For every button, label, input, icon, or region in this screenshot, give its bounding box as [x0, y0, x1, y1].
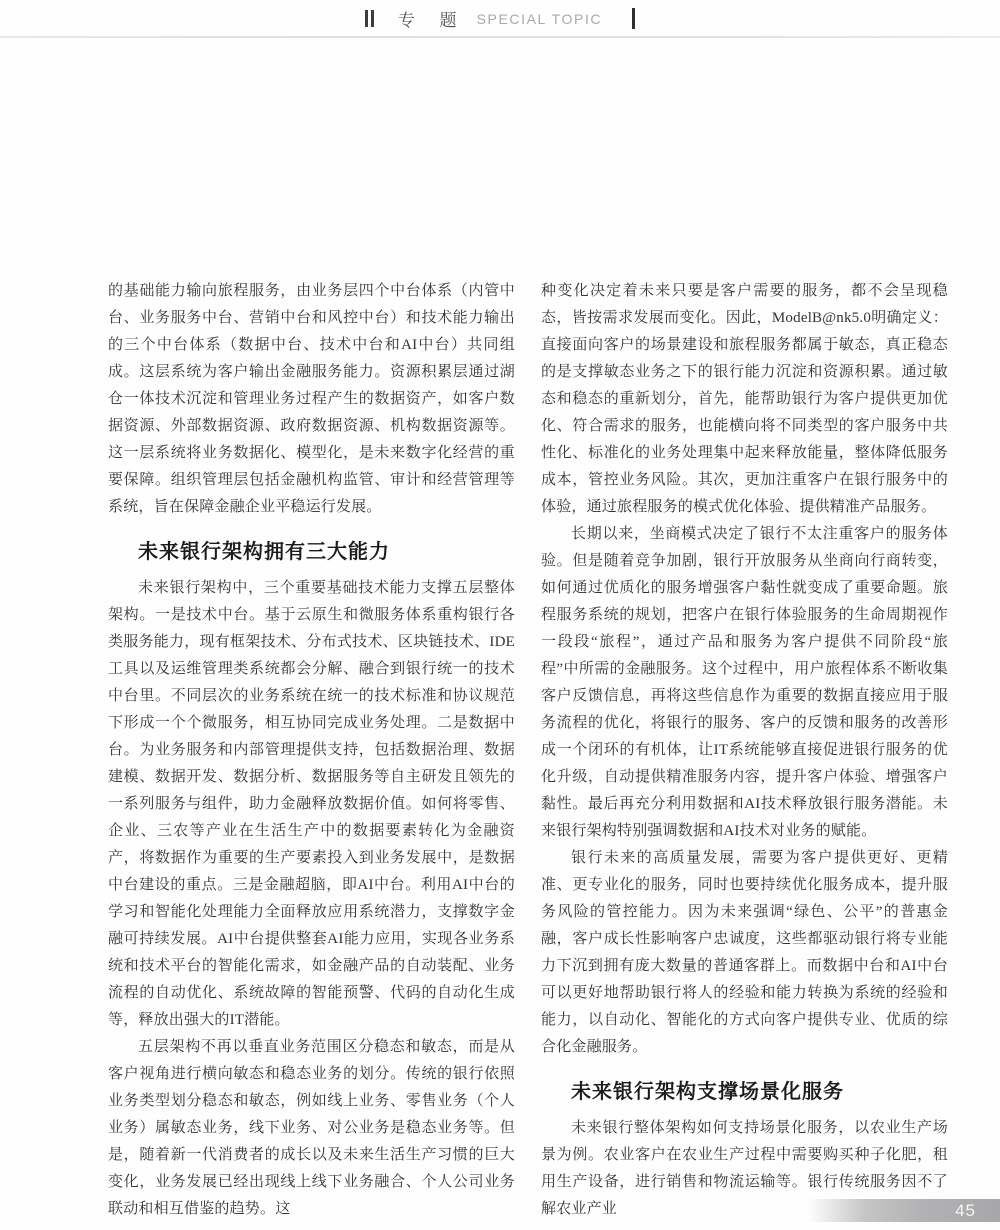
topic-title-en: SPECIAL TOPIC: [476, 10, 603, 27]
paragraph: 银行未来的高质量发展，需要为客户提供更好、更精准、更专业化的服务，同时也要持续优化服务成本，提升服务风险的管控能力。因为未来强调“绿色、公平”的普惠金融，客户成长性影响客户忠诚度，这些都驱动银行将专业能力下沉到拥有庞大数量的普通客群上。而数据中台和AI中台可以更好地帮助银行将人的经验和能力转换为系统的经验和能力，以自动化、智能化的方式向客户提供专业、优质的综合化金融服务。: [541, 850, 948, 1055]
page-top-edge-line: [0, 36, 1000, 38]
paragraph: 的基础能力输向旅程服务，由业务层四个中台体系（内管中台、业务服务中台、营销中台和风控中台）和技术能力输出的三个中台体系（数据中台、技术中台和AI中台）共同组成。这层系统为客户输出金融服务能力。资源积累层通过湖仓一体技术沉淀和管理业务过程产生的数据资产，如客户数据资源、外部数据资源、政府数据资源、机构数据资源等。这一层系统将业务数据化、模型化，是未来数字化经营的重要保障。组织管理层包括金融机构监管、审计和经营管理等系统，旨在保障金融企业平稳运行发展。: [108, 283, 515, 515]
section-heading: 未来银行架构拥有三大能力: [138, 541, 390, 563]
page-number: 45: [955, 1200, 976, 1220]
section-heading: 未来银行架构支撑场景化服务: [571, 1081, 844, 1103]
single-bar-icon: [632, 8, 635, 29]
paragraph: 未来银行整体架构如何支持场景化服务，以农业生产场景为例。农业客户在农业生产过程中需要购买种子化肥，租用生产设备，进行销售和物流运输等。银行传统服务因不了解农业产业: [541, 1120, 948, 1217]
paragraph: 五层架构不再以垂直业务范围区分稳态和敏态，而是从客户视角进行横向敏态和稳态业务的划分。传统的银行依照业务类型划分稳态和敏态，例如线上业务、零售业务（个人业务）属敏态业务，线下业务、对公业务是稳态业务等。但是，随着新一代消费者的成长以及未来生活生产习惯的巨大变化，业务发展已经出现线上线下业务融合、个人公司业务联动和相互借鉴的趋势。这: [108, 1039, 515, 1217]
paragraph: 未来银行架构中，三个重要基础技术能力支撑五层整体架构。一是技术中台。基于云原生和微服务体系重构银行各类服务能力，现有框架技术、分布式技术、区块链技术、IDE工具以及运维管理类系统都会分解、融合到银行统一的技术中台里。不同层次的业务系统在统一的技术标准和协议规范下形成一个个微服务，相互协同完成业务处理。二是数据中台。为业务服务和内部管理提供支持，包括数据治理、数据建模、数据开发、数据分析、数据服务等自主研发且领先的一系列服务与组件，助力金融释放数据价值。如何将零售、企业、三农等产业在生活生产中的数据要素转化为金融资产，将数据作为重要的生产要素投入到业务发展中，是数据中台建设的重点。三是金融超脑，即AI中台。利用AI中台的学习和智能化处理能力全面释放应用系统潜力，支撑数字金融可持续发展。AI中台提供整套AI能力应用，实现各业务系统和技术平台的智能化需求，如金融产品的自动装配、业务流程的自动优化、系统故障的智能预警、代码的自动化生成等，释放出强大的IT潜能。: [108, 580, 515, 1028]
topic-title-cn: 专 题: [397, 11, 467, 30]
page-header: [0, 6, 1000, 31]
double-bar-icon: [365, 10, 374, 27]
paragraph: 种变化决定着未来只要是客户需要的服务，都不会呈现稳态，皆按需求发展而变化。因此，ModelB@nk5.0明确定义：直接面向客户的场景建设和旅程服务都属于敏态，真正稳态的是支撑敏态业务之下的银行能力沉淀和资源积累。通过敏态和稳态的重新划分，首先，能帮助银行为客户提供更加优化、符合需求的服务，也能横向将不同类型的客户服务中共性化、标准化的业务处理集中起来释放能量，整体降低服务成本，管控业务风险。其次，更加注重客户在银行服务中的体验，通过旅程服务的模式优化体验、提供精准产品服务。: [541, 283, 948, 515]
right-column: [541, 278, 948, 1223]
paragraph: 长期以来，坐商模式决定了银行不太注重客户的服务体验。但是随着竞争加剧，银行开放服务从坐商向行商转变，如何通过优质化的服务增强客户黏性就变成了重要命题。旅程服务系统的规划，把客户在银行体验服务的生命周期视作一段段“旅程”，通过产品和服务为客户提供不同阶段“旅程”中所需的金融服务。这个过程中，用户旅程体系不断收集客户反馈信息，再将这些信息作为重要的数据直接应用于服务流程的优化，将银行的服务、客户的反馈和服务的改善形成一个闭环的有机体，让IT系统能够直接促进银行服务的优化升级，自动提供精准服务内容，提升客户体验、增强客户黏性。最后再充分利用数据和AI技术释放银行服务潜能。未来银行架构特别强调数据和AI技术对业务的赋能。: [541, 526, 948, 839]
left-column: [108, 278, 515, 1223]
page-number-bar: [808, 1199, 1000, 1222]
article-body: [108, 278, 948, 1223]
